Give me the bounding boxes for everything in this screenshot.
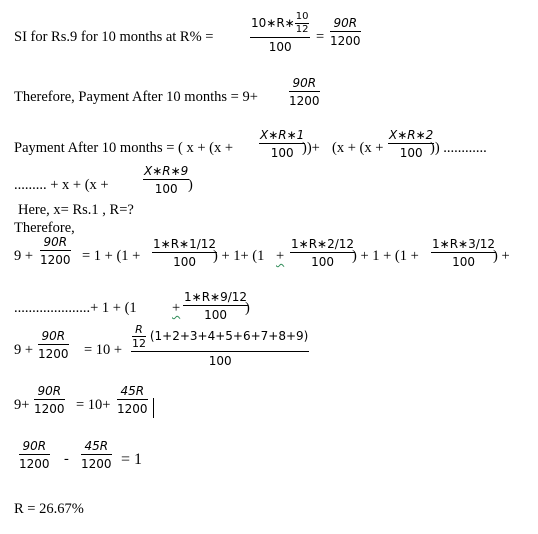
eq9-f1-den: 1200 xyxy=(38,347,69,361)
eq7-lead: 9 + xyxy=(14,248,34,264)
eq11-fraction-2 xyxy=(81,440,112,470)
ten: 10 xyxy=(295,11,309,22)
expansion-fraction-2-denominator: 100 xyxy=(399,146,423,160)
ten-twelfths xyxy=(295,12,310,35)
equals-sign: = xyxy=(316,29,325,45)
eq7-f1-num: 90R xyxy=(40,236,71,251)
expansion-label: Payment After 10 months = ( x + (x + xyxy=(14,140,234,156)
eq8-plus: + xyxy=(172,300,181,316)
si-fraction-numerator xyxy=(250,12,310,38)
expansion-fraction-2 xyxy=(388,129,434,159)
payment-fraction-denominator: 1200 xyxy=(289,94,320,108)
eq7-p3: ) + 1 + (1 + xyxy=(352,248,419,264)
eq7-p2-plus: + xyxy=(276,248,285,264)
eq9-big-fraction xyxy=(131,324,309,367)
eq7-f4-num: 1∗R∗3/12 xyxy=(432,237,496,251)
si-result-denominator: 1200 xyxy=(330,34,361,48)
eq10-lead: 9+ xyxy=(14,397,30,413)
expansion2-fraction-numerator: X∗R∗9 xyxy=(144,164,189,178)
eq7-p4: ) + xyxy=(493,248,510,264)
expansion2-fraction xyxy=(143,165,189,195)
answer: R = 26.67% xyxy=(14,501,84,517)
eq11-f2-num: 45R xyxy=(81,440,112,455)
si-label: SI for Rs.9 for 10 months at R% = xyxy=(14,29,214,45)
eq8-f-num: 1∗R∗9/12 xyxy=(184,290,248,304)
expansion2-fraction-denominator: 100 xyxy=(154,182,178,196)
eq7-f3-num: 1∗R∗2/12 xyxy=(291,237,355,251)
eq8-close: ) xyxy=(245,300,250,316)
eq7-fraction-4 xyxy=(431,238,496,268)
expansion2-close: ) xyxy=(188,177,193,193)
eq10-fraction-2 xyxy=(117,385,148,415)
eq8-text: .....................+ 1 + (1 xyxy=(14,300,137,316)
eq10-f2-den: 1200 xyxy=(117,402,148,416)
text-cursor xyxy=(153,398,154,418)
close-parens-text: ))+ xyxy=(302,140,320,156)
eq10-f2-num: 45R xyxy=(117,385,148,400)
given-values: Here, x= Rs.1 , R=? xyxy=(18,202,134,218)
eq7-eq-text: = 1 + (1 + xyxy=(82,248,141,264)
eq7-p2: ) + 1+ (1 xyxy=(213,248,265,264)
eq7-f3-den: 100 xyxy=(311,255,334,269)
eq10-eq: = 10+ xyxy=(76,397,111,413)
expansion-fraction-1-numerator: X∗R∗1 xyxy=(260,128,305,142)
twelve-den: 12 xyxy=(132,337,146,350)
expansion-fraction-1-denominator: 100 xyxy=(270,146,294,160)
expansion2-label: ......... + x + (x + xyxy=(14,177,109,193)
eq7-fraction-3 xyxy=(290,238,355,268)
payment-fraction xyxy=(289,77,320,107)
eq9-eq: = 10 + xyxy=(84,342,123,358)
eq7-f4-den: 100 xyxy=(452,255,475,269)
si-result-numerator: 90R xyxy=(330,17,361,32)
eq10-f1-den: 1200 xyxy=(34,402,65,416)
r-num: R xyxy=(132,324,146,337)
eq7-fraction-1 xyxy=(40,236,71,266)
eq11-f1-den: 1200 xyxy=(19,457,50,471)
si-result-fraction xyxy=(330,17,361,47)
eq10-fraction-1 xyxy=(34,385,65,415)
eq11-f2-den: 1200 xyxy=(81,457,112,471)
eq11-f1-num: 90R xyxy=(19,440,50,455)
payment-fraction-numerator: 90R xyxy=(289,77,320,92)
eq7-f1-den: 1200 xyxy=(40,253,71,267)
eq10-f1-num: 90R xyxy=(34,385,65,400)
eq9-lead: 9 + xyxy=(14,342,34,358)
si-fraction xyxy=(250,12,310,53)
eq11-eq: = 1 xyxy=(121,451,143,468)
r-over-12 xyxy=(132,324,146,349)
therefore-label: Therefore, xyxy=(14,220,75,236)
si-fraction-denominator: 100 xyxy=(268,40,292,54)
expansion-fraction-2-numerator: X∗R∗2 xyxy=(389,128,434,142)
expansion-mid-text: (x + (x + xyxy=(332,140,384,156)
eq9-fraction-1 xyxy=(38,330,69,360)
eq11-fraction-1 xyxy=(19,440,50,470)
eq7-fraction-2 xyxy=(152,238,217,268)
eq9-f1-num: 90R xyxy=(38,330,69,345)
eq8-fraction xyxy=(183,291,248,321)
eq11-minus: - xyxy=(64,451,69,467)
twelve: 12 xyxy=(295,24,309,35)
eq7-f2-num: 1∗R∗1/12 xyxy=(153,237,217,251)
expansion-fraction-1 xyxy=(259,129,305,159)
sum-text: (1+2+3+4+5+6+7+8+9) xyxy=(149,329,309,343)
eq8-f-den: 100 xyxy=(204,308,227,322)
payment-label: Therefore, Payment After 10 months = 9+ xyxy=(14,89,258,105)
close-parens-plus xyxy=(302,141,320,156)
expansion-tail: )) ............ xyxy=(430,140,487,156)
si-num-text: 10∗R∗ xyxy=(251,16,295,30)
eq9-big-den: 100 xyxy=(208,354,232,368)
eq9-big-num xyxy=(131,324,309,352)
eq7-f2-den: 100 xyxy=(173,255,196,269)
